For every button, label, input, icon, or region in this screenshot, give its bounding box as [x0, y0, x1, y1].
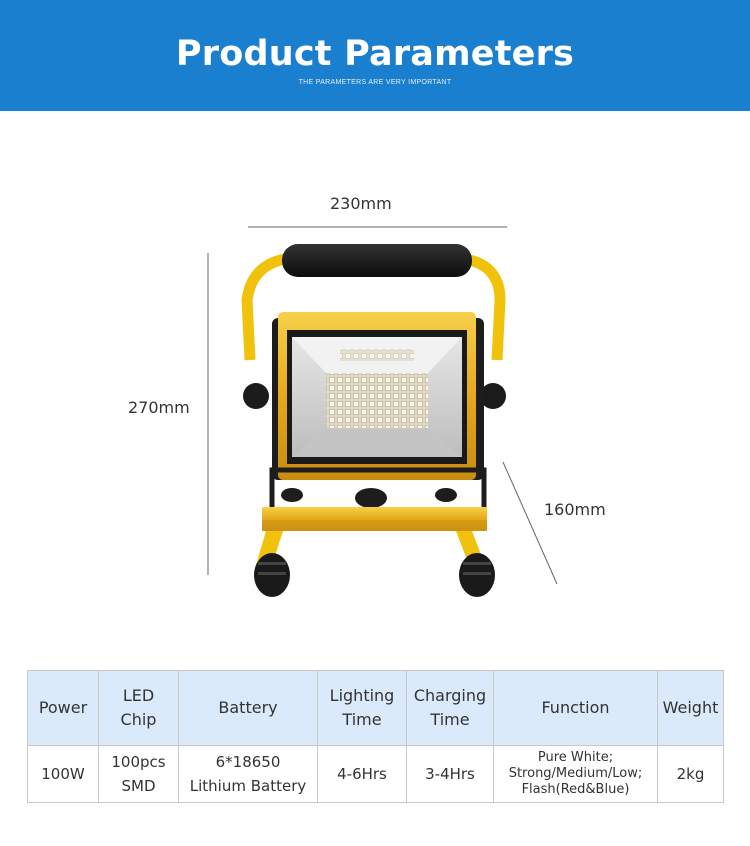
table-header-row — [28, 671, 724, 746]
header-battery: Battery — [179, 671, 318, 746]
product-illustration — [0, 111, 750, 666]
header-weight: Weight — [658, 671, 724, 746]
header-lighting-time: Lighting Time — [318, 671, 407, 746]
width-dimension-label: 230mm — [330, 194, 392, 213]
table-row — [28, 746, 724, 803]
page-subtitle: THE PARAMETERS ARE VERY IMPORTANT — [298, 79, 452, 86]
header-banner — [0, 0, 750, 111]
header-charging-time: Charging Time — [407, 671, 494, 746]
value-function: Pure White; Strong/Medium/Low; Flash(Red&Blue) — [494, 746, 658, 803]
page-title: Product Parameters — [175, 34, 575, 74]
value-weight: 2kg — [658, 746, 724, 803]
depth-dimension-label: 160mm — [544, 500, 606, 519]
value-power: 100W — [28, 746, 99, 803]
parameters-table — [27, 670, 724, 803]
value-led-chip: 100pcs SMD — [99, 746, 179, 803]
value-charging-time: 3-4Hrs — [407, 746, 494, 803]
value-lighting-time: 4-6Hrs — [318, 746, 407, 803]
header-power: Power — [28, 671, 99, 746]
value-battery: 6*18650 Lithium Battery — [179, 746, 318, 803]
header-function: Function — [494, 671, 658, 746]
height-dimension-label: 270mm — [128, 398, 190, 417]
header-led-chip: LED Chip — [99, 671, 179, 746]
